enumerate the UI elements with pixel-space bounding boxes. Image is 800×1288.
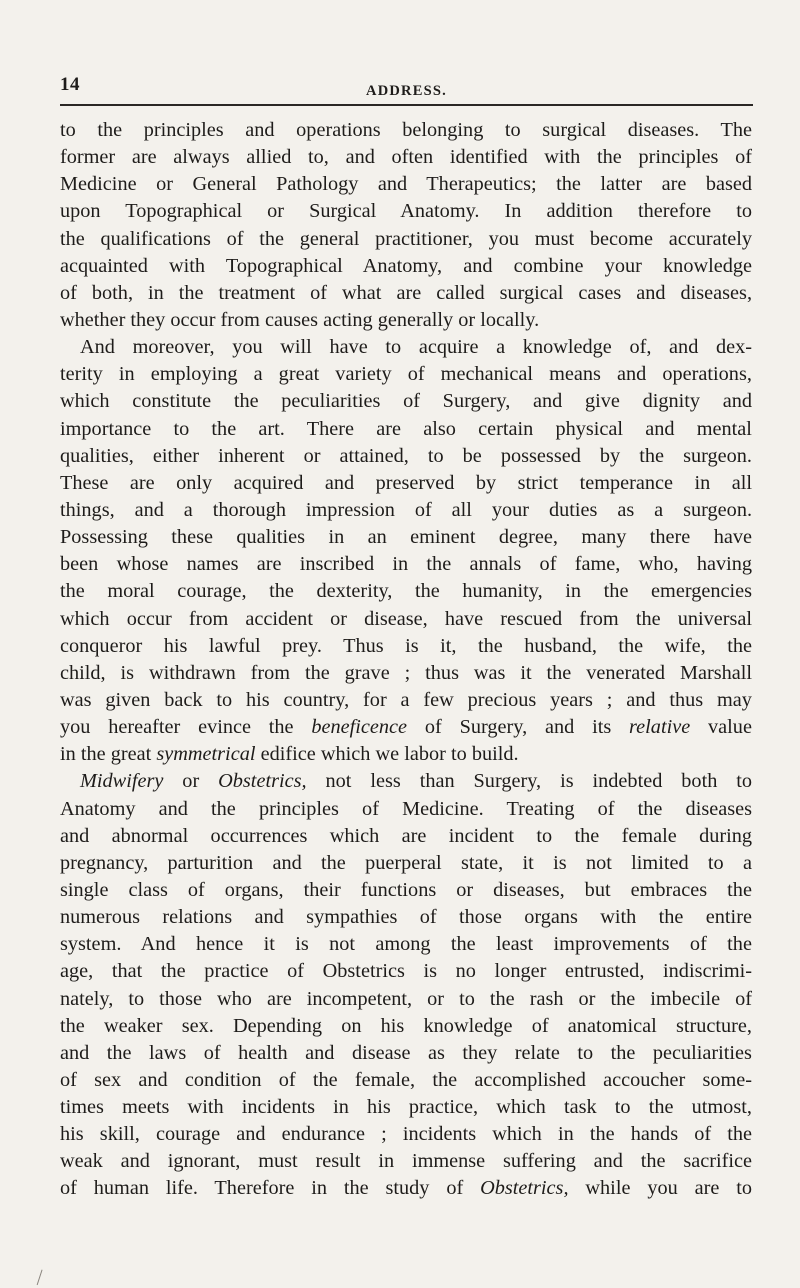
text-line: weak and ignorant, must result in immense suffering and the sacrifice bbox=[60, 1150, 753, 1173]
text-line: child, is withdrawn from the grave ; thus was it the venerated Marshall bbox=[60, 661, 753, 684]
text-line: the moral courage, the dexterity, the humanity, in the emergencies bbox=[60, 580, 753, 603]
text-line: the weaker sex. Depending on his knowledge of anatomical structure, bbox=[60, 1014, 752, 1037]
running-head: ADDRESS. bbox=[366, 83, 447, 99]
text-line: in the great symmetrical edifice which we labor to build. bbox=[60, 743, 519, 766]
text-line: and abnormal occurrences which are incident to the female during bbox=[60, 824, 753, 847]
text-line: system. And hence it is not among the least improvements of the bbox=[60, 933, 752, 956]
page-number: 14 bbox=[60, 74, 80, 95]
text-line: of sex and condition of the female, the accomplished accoucher some- bbox=[60, 1068, 753, 1091]
header-rule bbox=[60, 104, 753, 106]
text-line: been whose names are inscribed in the annals of fame, who, having bbox=[60, 553, 753, 576]
text-line: his skill, courage and endurance ; incidents which in the hands of the bbox=[60, 1123, 753, 1146]
page-header bbox=[60, 74, 753, 104]
text-line: of human life. Therefore in the study of Obstetrics, while you are to bbox=[60, 1177, 752, 1200]
text-line: single class of organs, their functions or diseases, but embraces the bbox=[60, 878, 752, 901]
text-line: former are always allied to, and often identified with the principles of bbox=[60, 146, 753, 169]
text-line: numerous relations and sympathies of those organs with the entire bbox=[60, 906, 752, 929]
text-line: the qualifications of the general practitioner, you must become accurately bbox=[60, 227, 753, 250]
text-line: times meets with incidents in his practice, which task to the utmost, bbox=[60, 1096, 752, 1119]
text-line: And moreover, you will have to acquire a knowledge of, and dex- bbox=[80, 336, 753, 359]
text-line: pregnancy, parturition and the puerperal state, it is not limited to a bbox=[60, 851, 753, 874]
text-line: Medicine or General Pathology and Therapeutics; the latter are based bbox=[60, 173, 753, 196]
text-line: you hereafter evince the beneficence of Surgery, and its relative value bbox=[60, 716, 752, 739]
text-line: nately, to those who are incompetent, or to the rash or the imbecile of bbox=[60, 987, 753, 1010]
text-line: qualities, either inherent or attained, to be possessed by the surgeon. bbox=[60, 444, 752, 467]
text-line: terity in employing a great variety of mechanical means and operations, bbox=[60, 363, 752, 386]
text-line: importance to the art. There are also certain physical and mental bbox=[60, 417, 752, 440]
text-line: and the laws of health and disease as they relate to the peculiarities bbox=[60, 1041, 752, 1064]
text-line: These are only acquired and preserved by strict temperance in all bbox=[60, 471, 752, 494]
text-line: which occur from accident or disease, have rescued from the universal bbox=[60, 607, 753, 630]
text-line: was given back to his country, for a few precious years ; and thus may bbox=[60, 688, 752, 711]
text-line: conqueror his lawful prey. Thus is it, the husband, the wife, the bbox=[60, 634, 753, 657]
text-line: of both, in the treatment of what are called surgical cases and diseases, bbox=[60, 281, 753, 304]
text-line: things, and a thorough impression of all your duties as a surgeon. bbox=[60, 498, 753, 521]
margin-mark bbox=[37, 1270, 47, 1287]
body-text bbox=[60, 117, 752, 1203]
text-line: to the principles and operations belonging to surgical diseases. The bbox=[60, 119, 752, 141]
text-line: acquainted with Topographical Anatomy, and combine your knowledge bbox=[60, 254, 753, 277]
text-line: whether they occur from causes acting generally or locally. bbox=[60, 308, 540, 331]
text-line: upon Topographical or Surgical Anatomy. In addition therefore to bbox=[60, 200, 753, 223]
text-line: which constitute the peculiarities of Surgery, and give dignity and bbox=[60, 390, 753, 413]
text-line: Midwifery or Obstetrics, not less than Surgery, is indebted both to bbox=[80, 770, 753, 793]
text-line: Possessing these qualities in an eminent degree, many there have bbox=[60, 526, 752, 549]
text-line: age, that the practice of Obstetrics is no longer entrusted, indiscrimi- bbox=[60, 960, 753, 983]
text-line: Anatomy and the principles of Medicine. Treating of the diseases bbox=[60, 797, 753, 820]
